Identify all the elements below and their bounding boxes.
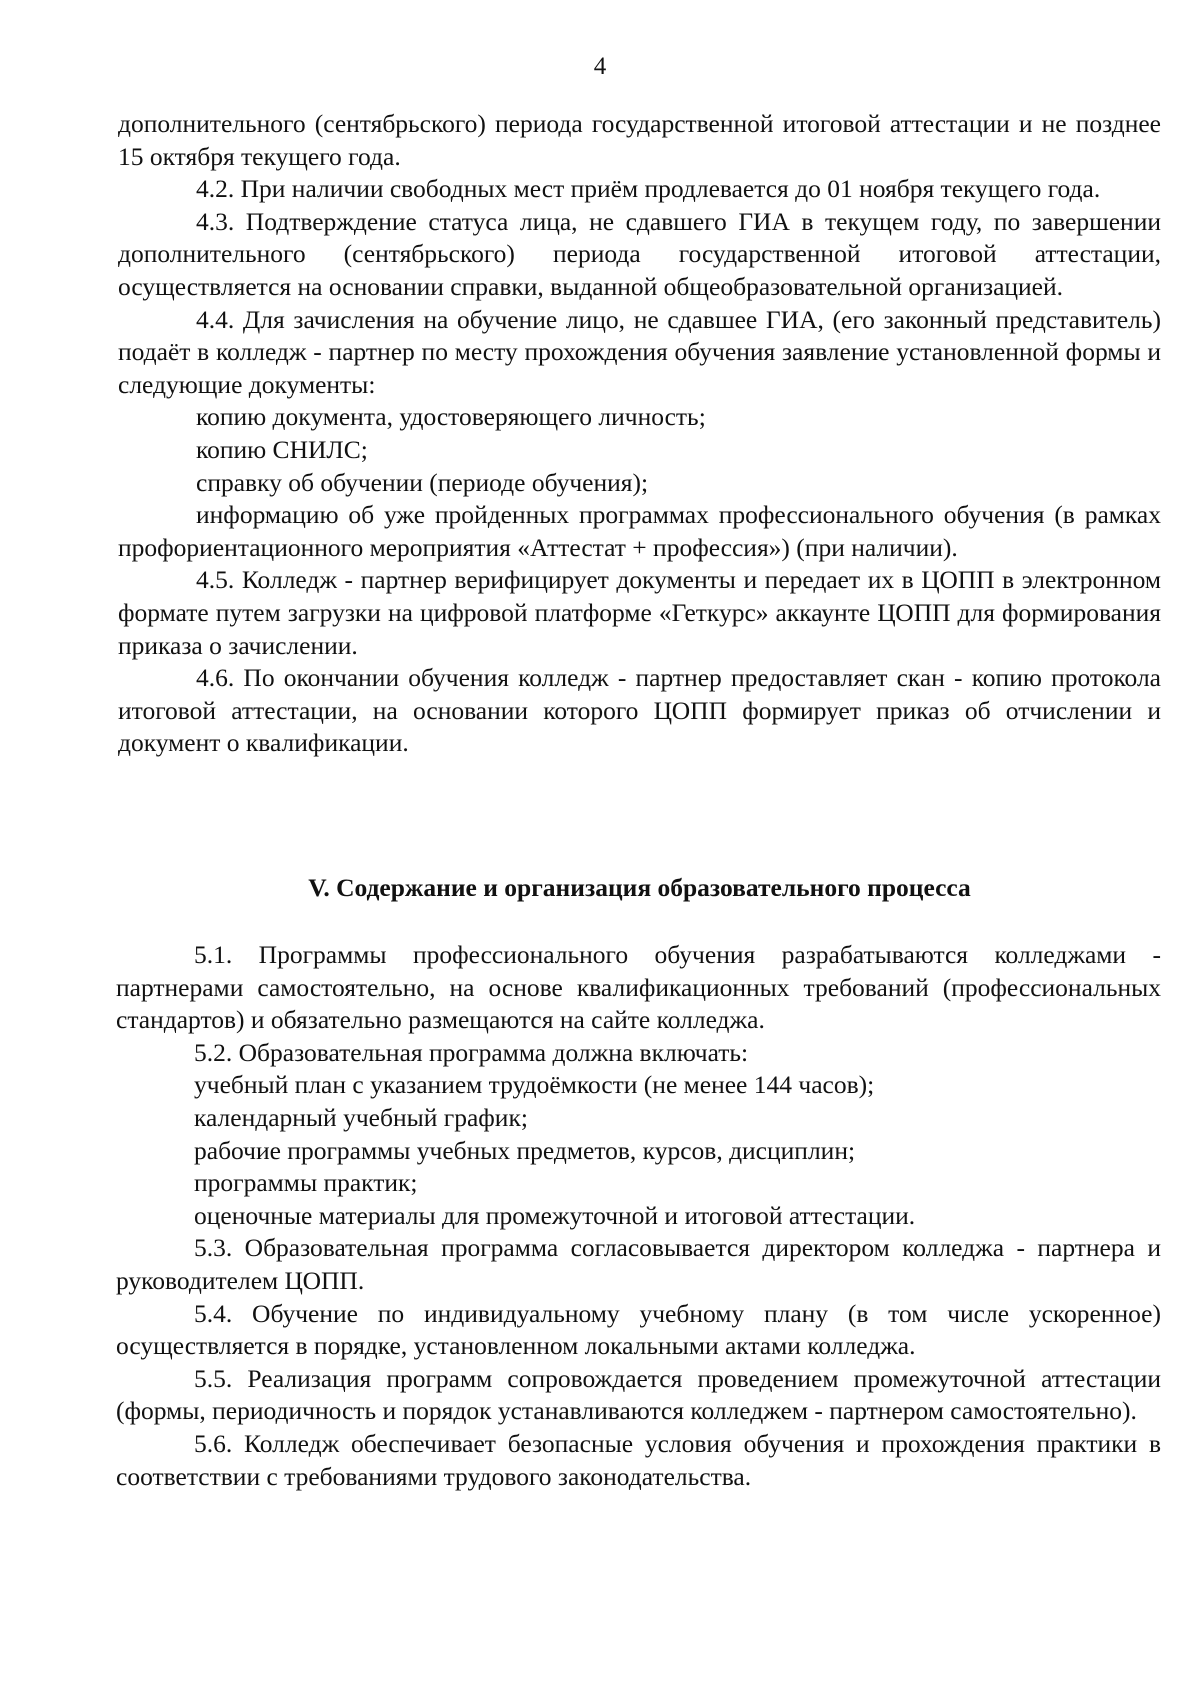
page-number: 4 — [593, 53, 607, 80]
list-item-completed-programs: информацию об уже пройденных программах профессионального обучения (в рамках профориентационного мероприятия «Аттестат + профессия») (при наличии). — [118, 500, 1161, 562]
list-item-work-programs: рабочие программы учебных предметов, курсов, дисциплин; — [194, 1135, 856, 1165]
list-item-schedule: календарный учебный график; — [194, 1102, 528, 1132]
list-item-practice-programs: программы практик; — [194, 1168, 418, 1198]
section-5-heading: V. Содержание и организация образовательного процесса — [308, 873, 971, 902]
paragraph-5-6: 5.6. Колледж обеспечивает безопасные условия обучения и прохождения практики в соответствии с требованиями трудового законодательства. — [116, 1428, 1161, 1491]
paragraph-4-1-continuation: дополнительного (сентябрьского) периода государственной итоговой аттестации и не позднее 15 октября текущего года. — [118, 109, 1161, 171]
section-4-body — [118, 108, 1161, 760]
paragraph-5-3: 5.3. Образовательная программа согласовывается директором колледжа - партнера и руководителем ЦОПП. — [116, 1233, 1161, 1295]
section-5-body — [116, 939, 1161, 1493]
list-item-identity-document: копию документа, удостоверяющего личность; — [196, 402, 706, 432]
paragraph-4-2: 4.2. При наличии свободных мест приём продлевается до 01 ноября текущего года. — [196, 174, 1101, 204]
paragraph-5-1: 5.1. Программы профессионального обучения разрабатываются колледжами - партнерами самостоятельно, на основе квалификационных требований (профессиональных стандартов) и обязательно размещаются на сайте колледжа. — [116, 940, 1161, 1035]
paragraph-4-5: 4.5. Колледж - партнер верифицирует документы и передает их в ЦОПП в электронном формате путем загрузки на цифровой платформе «Геткурс» аккаунте ЦОПП для формирования приказа о зачислении. — [118, 565, 1161, 660]
paragraph-5-5: 5.5. Реализация программ сопровождается проведением промежуточной аттестации (формы, периодичность и порядок устанавливаются колледжем - партнером самостоятельно). — [116, 1363, 1161, 1426]
paragraph-5-4: 5.4. Обучение по индивидуальному учебному плану (в том числе ускоренное) осуществляется в порядке, установленном локальными актами колледжа. — [116, 1298, 1161, 1361]
list-item-study-certificate: справку об обучении (периоде обучения); — [196, 467, 649, 497]
list-item-curriculum: учебный план с указанием трудоёмкости (не менее 144 часов); — [194, 1070, 875, 1100]
list-item-assessment-materials: оценочные материалы для промежуточной и итоговой аттестации. — [194, 1200, 916, 1230]
paragraph-4-6: 4.6. По окончании обучения колледж - партнер предоставляет скан - копию протокола итоговой аттестации, на основании которого ЦОПП формирует приказ об отчислении и документ о квалификации. — [118, 663, 1161, 758]
list-item-snils: копию СНИЛС; — [196, 434, 368, 464]
paragraph-5-2: 5.2. Образовательная программа должна включать: — [194, 1037, 749, 1067]
paragraph-4-3: 4.3. Подтверждение статуса лица, не сдавшего ГИА в текущем году, по завершении дополнительного (сентябрьского) периода государственной итоговой аттестации, осуществляется на основании справки, выданной общеобразовательной организацией. — [118, 206, 1161, 301]
paragraph-4-4: 4.4. Для зачисления на обучение лицо, не сдавшее ГИА, (его законный представитель) подаёт в колледж - партнер по месту прохождения обучения заявление установленной формы и следующие документы: — [118, 304, 1161, 399]
